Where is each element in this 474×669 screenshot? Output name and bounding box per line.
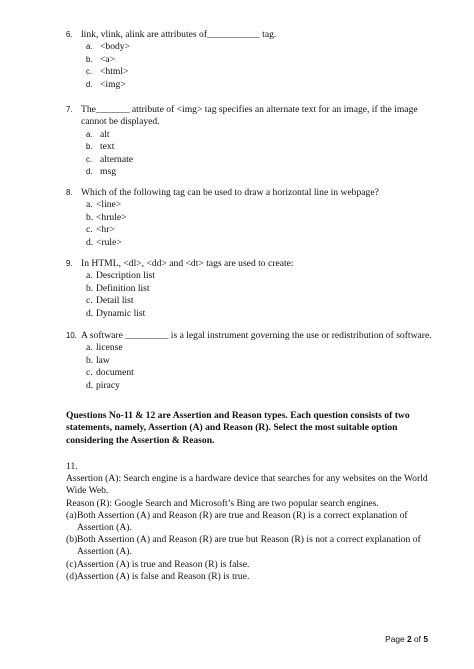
question-text: In HTML, <dl>, <dd> and <dt> tags are used to create: bbox=[81, 258, 294, 269]
option-text: law bbox=[96, 354, 110, 366]
option-label: c. bbox=[86, 154, 93, 164]
question-number: 9. bbox=[66, 259, 73, 268]
option-label: b. bbox=[86, 54, 93, 64]
option bbox=[86, 355, 436, 367]
question-number: 8. bbox=[66, 188, 73, 197]
option bbox=[86, 367, 436, 379]
option-text: Dynamic list bbox=[96, 307, 146, 319]
assertion-text: Assertion (A): Search engine is a hardware device that searches for any websites on the World Wide Web. bbox=[66, 473, 428, 497]
page-number bbox=[385, 634, 428, 644]
option-text: <hr> bbox=[96, 224, 115, 236]
option bbox=[86, 308, 436, 320]
option-label: (d) bbox=[66, 570, 78, 582]
option bbox=[66, 559, 441, 571]
option-text: Detail list bbox=[96, 295, 134, 307]
option bbox=[86, 295, 436, 307]
page-prefix: Page bbox=[385, 634, 408, 644]
option-label: b. bbox=[86, 211, 94, 223]
option-text: Assertion (A) is false and Reason (R) is true. bbox=[77, 570, 250, 582]
option bbox=[86, 41, 436, 53]
option bbox=[86, 237, 436, 249]
option-label: (b) bbox=[66, 534, 78, 546]
option-text: <html> bbox=[100, 66, 129, 78]
option-text: alt bbox=[100, 128, 110, 140]
option-text: document bbox=[96, 367, 134, 379]
option-label: d. bbox=[86, 379, 94, 391]
option-label: a. bbox=[86, 199, 93, 211]
option-label: c. bbox=[86, 224, 93, 236]
option-text: Both Assertion (A) and Reason (R) are true but Reason (R) is not a correct explanation of Assertion (A). bbox=[77, 534, 421, 558]
option bbox=[86, 141, 436, 153]
option-label: b. bbox=[86, 142, 93, 152]
option bbox=[86, 54, 436, 66]
option bbox=[66, 571, 441, 583]
option bbox=[86, 129, 436, 141]
option-text: license bbox=[96, 342, 123, 354]
option bbox=[86, 224, 436, 236]
question-11 bbox=[66, 461, 441, 583]
question-number: 6. bbox=[66, 30, 73, 39]
option bbox=[86, 380, 436, 392]
option-label: c. bbox=[86, 367, 93, 379]
option bbox=[86, 199, 436, 211]
question-7 bbox=[66, 104, 436, 178]
option bbox=[86, 66, 436, 78]
question-10 bbox=[66, 330, 436, 392]
option-list bbox=[66, 270, 436, 320]
page-current: 2 bbox=[407, 634, 412, 644]
option bbox=[86, 79, 436, 91]
option-text: piracy bbox=[96, 379, 120, 391]
option bbox=[86, 342, 436, 354]
option-text: msg bbox=[100, 166, 116, 178]
option-text: Definition list bbox=[96, 282, 150, 294]
option-text: Description list bbox=[96, 270, 155, 282]
option bbox=[66, 534, 441, 558]
option-text: Assertion (A) is true and Reason (R) is false. bbox=[77, 558, 250, 570]
option-label: d. bbox=[86, 79, 93, 89]
question-6 bbox=[66, 29, 436, 91]
option-text: Both Assertion (A) and Reason (R) are true and Reason (R) is a correct explanation of Assertion (A). bbox=[77, 509, 408, 534]
option-label: a. bbox=[86, 342, 93, 354]
question-text: link, vlink, alink are attributes of___________ tag. bbox=[81, 29, 277, 40]
option-label: b. bbox=[86, 282, 94, 294]
option-text: alternate bbox=[100, 153, 134, 165]
option-text: <a> bbox=[100, 53, 116, 65]
option-label: (c) bbox=[66, 558, 77, 570]
option bbox=[66, 510, 441, 534]
option bbox=[86, 270, 436, 282]
option bbox=[86, 154, 436, 166]
option bbox=[86, 283, 436, 295]
question-number: 10. bbox=[66, 331, 77, 340]
option-label: a. bbox=[86, 129, 93, 139]
option-text: <img> bbox=[100, 78, 126, 90]
option-list bbox=[66, 342, 436, 392]
question-number: 7. bbox=[66, 105, 73, 114]
option-list bbox=[66, 41, 436, 91]
option-text: <rule> bbox=[96, 236, 122, 248]
question-8 bbox=[66, 187, 436, 249]
question-9 bbox=[66, 258, 436, 320]
question-text: A software _________ is a legal instrument governing the use or redistribution of software. bbox=[81, 330, 432, 341]
option-label: a. bbox=[86, 270, 93, 282]
option-label: c. bbox=[86, 295, 93, 307]
option-text: <body> bbox=[100, 41, 131, 53]
option-label: (a) bbox=[66, 509, 77, 521]
option-label: d. bbox=[86, 236, 94, 248]
question-number: 11. bbox=[66, 461, 78, 472]
question-text: The_______ attribute of <img> tag specifies an alternate text for an image, if the image cannot be displayed. bbox=[81, 104, 418, 128]
assertion-reason-instructions: Questions No-11 & 12 are Assertion and Reason types. Each question consists of two statements, namely, Assertion (A) and Reason (R). Select the most suitable option considering the Assertion & Reason. bbox=[66, 410, 410, 446]
option-text: <hrule> bbox=[96, 211, 127, 223]
option-label: a. bbox=[86, 42, 93, 52]
option-list bbox=[66, 199, 436, 249]
question-text: Which of the following tag can be used to draw a horizontal line in webpage? bbox=[81, 187, 379, 198]
option-label: d. bbox=[86, 307, 94, 319]
option-label: c. bbox=[86, 67, 93, 77]
option-list bbox=[66, 129, 436, 179]
option-label: d. bbox=[86, 167, 93, 177]
page-total: 5 bbox=[423, 634, 428, 644]
reason-text: Reason (R): Google Search and Microsoft’s Bing are two popular search engines. bbox=[66, 497, 379, 509]
page-sep: of bbox=[411, 634, 424, 644]
option bbox=[86, 166, 436, 178]
option-text: <line> bbox=[96, 199, 122, 211]
option bbox=[86, 212, 436, 224]
option-text: text bbox=[100, 141, 115, 153]
option-label: b. bbox=[86, 354, 94, 366]
